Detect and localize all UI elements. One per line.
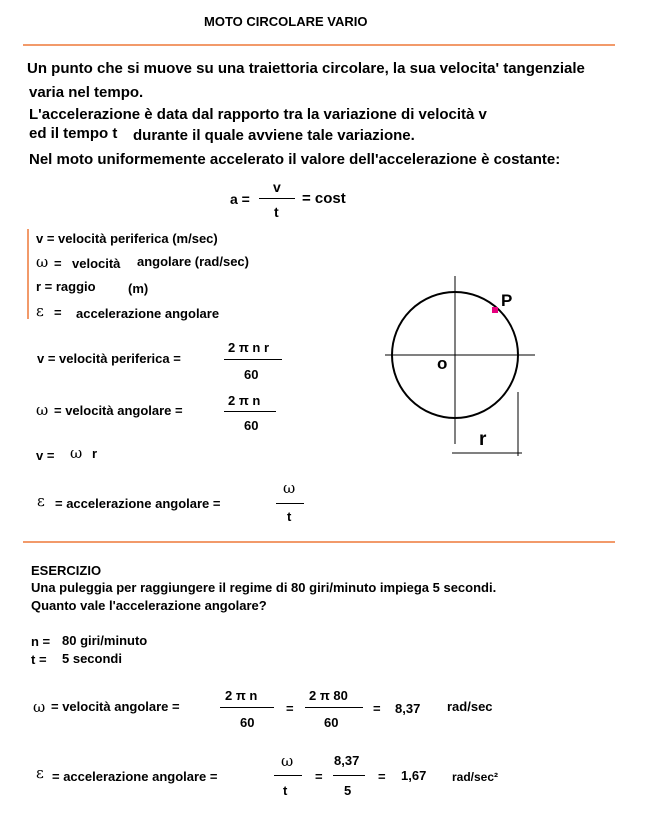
exercise-omega-num-2: 2 π 80 (309, 688, 348, 703)
legend-eps-eq: = (54, 305, 62, 320)
exercise-n-label: n = (31, 634, 51, 649)
exercise-omega-den-2: 60 (324, 715, 339, 730)
exercise-eps-unit: rad/sec² (452, 770, 499, 784)
exercise-eps-eq-3: = (378, 769, 386, 784)
exercise-omega-fraction-bar-1 (220, 707, 274, 708)
formula-omega-num: 2 π n (228, 393, 261, 408)
intro-line-1: Un punto che si muove su una traiettoria circolare, la sua velocita' tangenziale (27, 60, 585, 77)
exercise-question-2: Quanto vale l'accelerazione angolare? (31, 598, 267, 613)
point-p-label: P (501, 291, 513, 310)
exercise-omega-lhs: = velocità angolare = (51, 699, 180, 714)
exercise-question-1: Una puleggia per raggiungere il regime di 80 giri/minuto impiega 5 secondi. (31, 580, 497, 595)
divider-exercise (23, 541, 615, 543)
intro-line-2: varia nel tempo. (29, 84, 144, 101)
intro-line-4a: ed il tempo t (29, 125, 118, 142)
exercise-omega-result: 8,37 (395, 701, 421, 716)
formula-v-lhs: v = velocità periferica = (37, 351, 181, 366)
exercise-t-value: 5 secondi (62, 651, 122, 666)
formula-omega-lhs: = velocità angolare = (54, 403, 183, 418)
formula-vwr-lhs: v = (36, 448, 55, 463)
point-p-marker (492, 307, 498, 313)
formula-v-num: 2 π n r (228, 340, 270, 355)
page-title: MOTO CIRCOLARE VARIO (204, 14, 368, 29)
exercise-eps-num-2: 8,37 (334, 753, 360, 768)
formula-a-rhs: = cost (302, 190, 346, 207)
exercise-omega-fraction-bar-2 (305, 707, 363, 708)
formula-eps-lhs: = accelerazione angolare = (55, 496, 221, 511)
formula-vwr-omega: ω (70, 444, 83, 462)
omega-symbol: ω (36, 253, 49, 271)
intro-line-4b: durante il quale avviene tale variazione. (133, 127, 415, 144)
formula-v-den: 60 (244, 367, 259, 382)
legend-omega-word: velocità (72, 256, 121, 271)
exercise-eps-den-1: t (283, 783, 288, 798)
exercise-eps-eq-2: = (315, 769, 323, 784)
legend-r: r = raggio (36, 279, 96, 294)
intro-line-5: Nel moto uniformemente accelerato il valore dell'accelerazione è costante: (29, 151, 561, 168)
exercise-eps-fraction-bar-1 (274, 775, 302, 776)
legend-eps-text: accelerazione angolare (76, 306, 220, 321)
intro-line-3: L'accelerazione è data dal rapporto tra la variazione di velocità v (29, 106, 487, 123)
formula-eps-symbol: ε (37, 492, 45, 510)
formula-omega-den: 60 (244, 418, 259, 433)
legend-v: v = velocità periferica (m/sec) (36, 231, 218, 246)
legend-r-unit: (m) (128, 281, 149, 296)
exercise-omega-unit: rad/sec (447, 699, 493, 714)
legend-omega-eq: = (54, 256, 62, 271)
exercise-heading: ESERCIZIO (31, 563, 102, 578)
exercise-eps-den-2: 5 (344, 783, 352, 798)
formula-a-num: v (273, 179, 281, 195)
exercise-n-value: 80 giri/minuto (62, 633, 148, 648)
exercise-omega-eq-2: = (286, 701, 294, 716)
legend-omega-rest: angolare (rad/sec) (137, 254, 249, 269)
formula-eps-den: t (287, 509, 292, 524)
exercise-eps-num-1: ω (281, 752, 294, 770)
exercise-omega-eq-3: = (373, 701, 381, 716)
formula-a-lhs: a = (230, 191, 250, 207)
exercise-omega-num-1: 2 π n (225, 688, 258, 703)
exercise-eps-fraction-bar-2 (333, 775, 365, 776)
formula-omega-symbol: ω (36, 401, 49, 419)
formula-eps-num: ω (283, 479, 296, 497)
exercise-omega-den-1: 60 (240, 715, 255, 730)
exercise-eps-lhs: = accelerazione angolare = (52, 769, 218, 784)
formula-a-den: t (274, 204, 279, 220)
radius-r-label: r (479, 429, 487, 450)
exercise-t-label: t = (31, 652, 47, 667)
center-o-label: o (437, 354, 448, 373)
exercise-eps-symbol: ε (36, 764, 44, 782)
formula-vwr-r: r (92, 446, 98, 461)
epsilon-symbol: ε (36, 302, 44, 320)
exercise-eps-result: 1,67 (401, 768, 427, 783)
exercise-omega-symbol: ω (33, 698, 46, 716)
